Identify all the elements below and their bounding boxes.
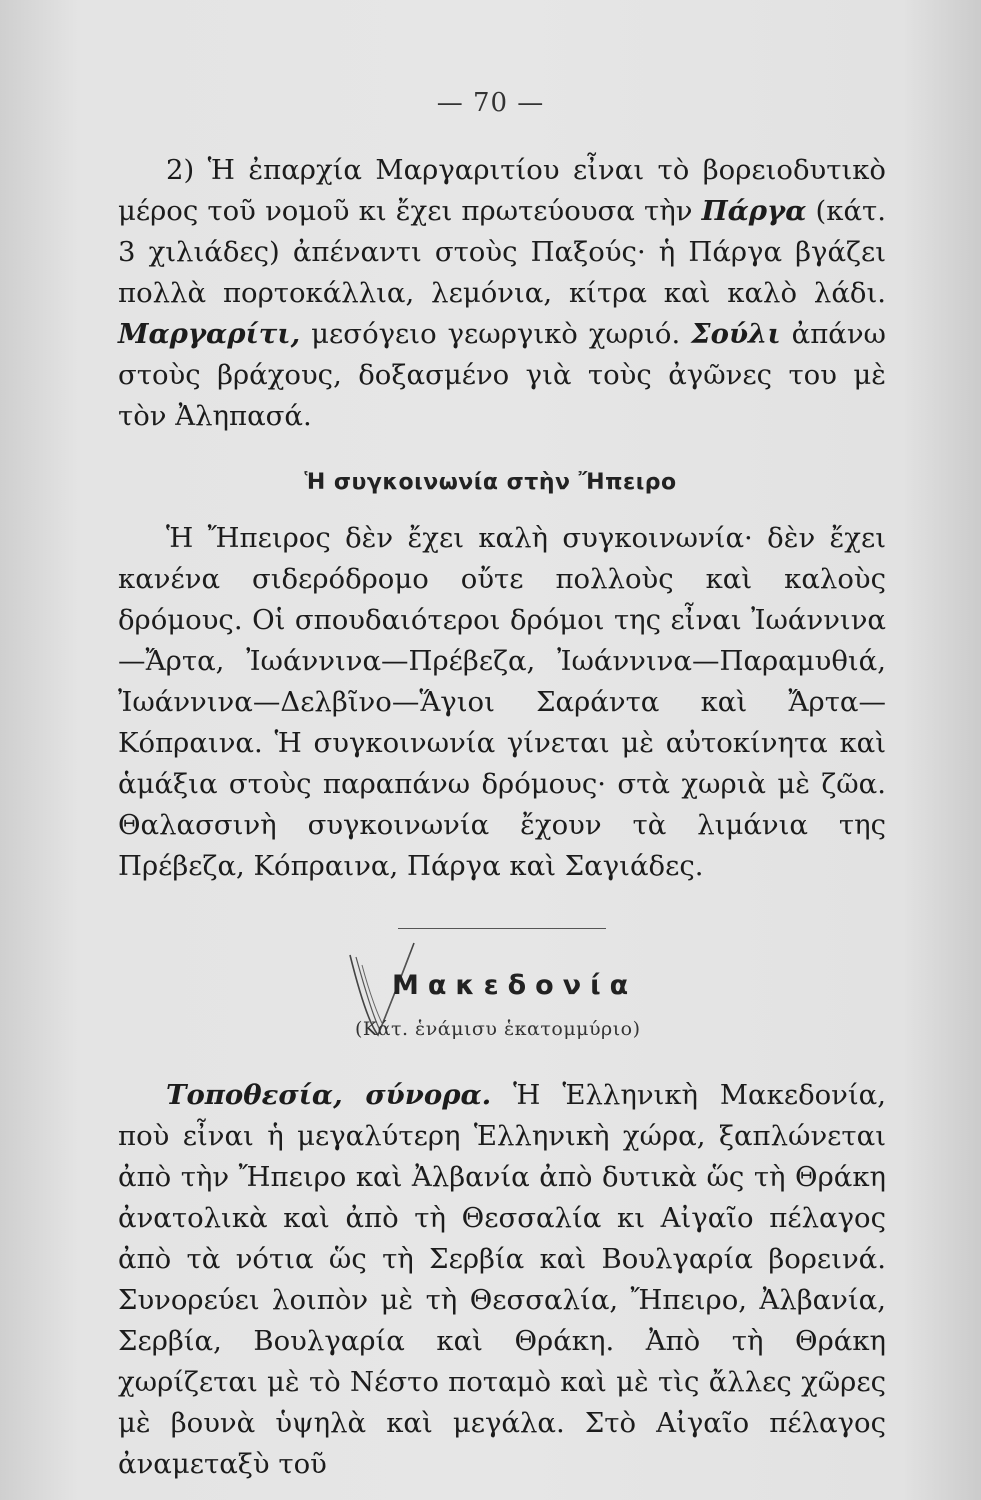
p1-bold-margariti: Μαργαρίτι, xyxy=(118,318,301,350)
heading-communication: Ἡ συγκοινωνία στὴν Ἤπειρο xyxy=(304,470,677,495)
section-divider xyxy=(398,928,606,929)
p1-lead: 2) Ἡ ἐπαρχία Μαργαριτίου εἶναι τὸ βορειοδυτικὸ μέρος τοῦ νομοῦ κι ἔχει πρωτεύουσα τὴν xyxy=(118,154,886,227)
p1-tail: ἀπάνω στοὺς βράχους, δοξασμένο γιὰ τοὺς ἀγῶνες του μὲ τὸν Ἀληπασά. xyxy=(118,318,886,432)
p1-bold-souli: Σούλι xyxy=(691,318,781,350)
p1-bold-parga: Πάργα xyxy=(701,195,807,227)
p3-text: Ἡ Ἑλληνικὴ Μακεδονία, ποὺ εἶναι ἡ μεγαλύτερη Ἑλληνικὴ χώρα, ξαπλώνεται ἀπὸ τὴν Ἤπειρο καὶ Ἀλβανία ἀπὸ δυτικὰ ὥς τὴ Θράκη ἀνατολικὰ καὶ ἀπὸ τὴ Θεσσαλία κι Αἰγαῖο πέλαγος ἀπὸ τὰ νότια ὥς τὴ Σερβία καὶ Βουλγαρία βορεινά. Συνορεύει λοιπὸν μὲ τὴ Θεσσαλία, Ἤπειρο, Ἀλβανία, Σερβία, Βουλγαρία καὶ Θράκη. Ἀπὸ τὴ Θράκη χωρίζεται μὲ τὸ Νέστο ποταμὸ καὶ μὲ τὶς ἄλλες χῶρες μὲ βουνὰ ὑψηλὰ καὶ μεγάλα. Στὸ Αἰγαῖο πέλαγος ἀναμεταξὺ τοῦ xyxy=(118,1079,886,1480)
p1-mid1: (κάτ. 3 χιλιάδες) ἀπέναντι στοὺς Παξούς· ἡ Πάργα βγάζει πολλὰ πορτοκάλλια, λεμόνια, κίτρα καὶ καλὸ λάδι. xyxy=(118,195,886,309)
p1-mid2: μεσόγειο γεωργικὸ χωριό. xyxy=(300,318,692,350)
page-number: — 70 — xyxy=(436,88,545,118)
p3-bold-location-borders: Τοποθεσία, σύνορα. xyxy=(166,1079,492,1111)
paragraph-epirus-margariti xyxy=(118,150,886,437)
p2-text: Ἡ Ἤπειρος δὲν ἔχει καλὴ συγκοινωνία· δὲν ἔχει κανένα σιδερόδρομο οὔτε πολλοὺς καὶ καλοὺς δρόμους. Οἱ σπουδαιότεροι δρόμοι της εἶναι Ἰωάννινα—Ἄρτα, Ἰωάννινα—Πρέβεζα, Ἰωάννινα—Παραμυθιά, Ἰωάννινα—Δελβῖνο—Ἅγιοι Σαράντα καὶ Ἄρτα—Κόπραινα. Ἡ συγκοινωνία γίνεται μὲ αὐτοκίνητα καὶ ἁμάξια στοὺς παραπάνω δρόμους· στὰ χωριὰ μὲ ζῶα. Θαλασσινὴ συγκοινωνία ἔχουν τὰ λιμάνια της Πρέβεζα, Κόπραινα, Πάργα καὶ Σαγιάδες. xyxy=(118,522,886,882)
paragraph-communication xyxy=(118,518,886,887)
paragraph-macedonia-location xyxy=(118,1075,886,1485)
section-subtitle-population: (Κάτ. ἑνάμισυ ἑκατομμύριο) xyxy=(355,1018,641,1040)
section-title-macedonia: Μακεδονία xyxy=(392,970,638,1001)
